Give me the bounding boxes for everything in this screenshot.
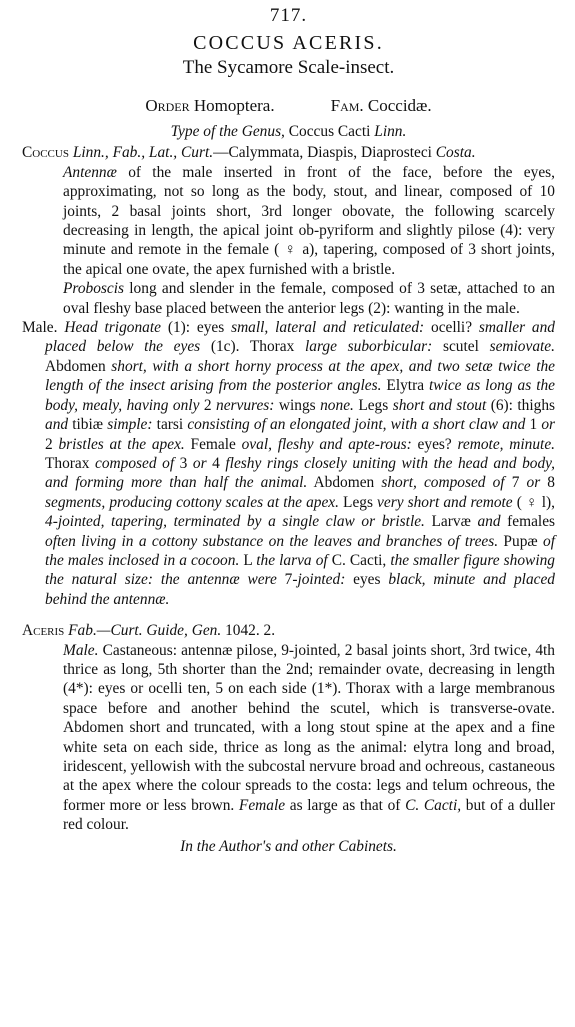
male-description-segment: Abdomen bbox=[307, 474, 382, 492]
aceris-male-lead: Male. bbox=[63, 641, 99, 659]
male-description-segment: composed of bbox=[95, 454, 175, 472]
aceris-paragraph bbox=[63, 641, 555, 835]
genus-authorities: Linn., Fab., Lat., Curt. bbox=[72, 144, 214, 162]
male-description-segment: or bbox=[192, 454, 207, 472]
male-lead: Male. bbox=[22, 319, 58, 337]
aceris-female-label: Female bbox=[238, 796, 286, 814]
family-value: Coccidæ. bbox=[367, 96, 432, 115]
male-description-segment: consisting of an elongated joint, with a short claw and bbox=[187, 416, 526, 434]
synonym-author: Costa. bbox=[435, 144, 476, 162]
aceris-heading bbox=[22, 621, 555, 640]
aceris-female-ref: C. Cacti, bbox=[405, 796, 462, 814]
aceris-description bbox=[22, 641, 555, 835]
male-description-segment: 7- bbox=[276, 571, 298, 589]
male-description-segment: eyes bbox=[345, 571, 389, 589]
male-description-segment: or bbox=[526, 474, 541, 492]
proboscis-label: Proboscis bbox=[63, 280, 124, 298]
male-description-segment: 7 bbox=[504, 474, 527, 492]
male-description-segment: (1c). Thorax bbox=[200, 338, 306, 356]
proboscis-text: long and slender in the female, composed of 3 setæ, attached to an oval fleshy base placed between the anterior legs (2): wanting in the male. bbox=[63, 280, 555, 317]
page-number: 717. bbox=[269, 5, 308, 26]
male-description-segment: short, with a short horny process at the apex, and two setæ twice the length of the insect arising from the posterior angles. bbox=[45, 357, 556, 395]
male-description-segment: ( ♀ l), bbox=[512, 493, 555, 511]
male-description-segment: eyes? bbox=[411, 435, 458, 453]
species-title: COCCUS ACERIS. bbox=[193, 32, 384, 54]
male-description-segment: oval, fleshy and apte-rous: bbox=[241, 435, 412, 453]
order-entry bbox=[145, 96, 274, 120]
male-description-segment: ocelli? bbox=[424, 319, 479, 337]
male-description-segment: tarsi bbox=[152, 416, 188, 434]
male-description-segment: 8 bbox=[540, 474, 555, 492]
male-description bbox=[22, 318, 555, 609]
male-description-segment: and bbox=[477, 513, 501, 531]
male-description-segment: 2 bbox=[45, 435, 59, 453]
male-description-segment: (1): eyes bbox=[160, 319, 232, 337]
male-description-segment: semiovate. bbox=[489, 338, 555, 356]
male-description-segment: 4 bbox=[206, 454, 226, 472]
male-description-segment: Thorax bbox=[45, 454, 96, 472]
male-description-segment: short and stout bbox=[392, 396, 487, 414]
spacer bbox=[275, 96, 331, 120]
antennae-label: Antennæ bbox=[63, 163, 117, 181]
common-name: The Sycamore Scale-insect. bbox=[182, 57, 395, 78]
male-description-segment: Legs bbox=[353, 396, 393, 414]
male-description-segment: Pupæ bbox=[498, 532, 544, 550]
proboscis-paragraph bbox=[63, 279, 555, 318]
cabinet-note bbox=[22, 837, 555, 856]
male-description-segment: scutel bbox=[432, 338, 490, 356]
male-description-segment: simple: bbox=[107, 416, 153, 434]
male-description-segment: Female bbox=[184, 435, 242, 453]
genus-name: Coccus bbox=[22, 144, 69, 162]
male-description-segment: nervures: bbox=[216, 396, 275, 414]
male-description-segment: Elytra bbox=[381, 377, 430, 395]
male-description-segment: wings bbox=[274, 396, 321, 414]
aceris-name: Aceris bbox=[22, 622, 65, 640]
order-value: Homoptera. bbox=[193, 96, 275, 115]
type-of-genus-line bbox=[22, 122, 555, 141]
male-description-segment: remote, minute. bbox=[457, 435, 556, 453]
genus-synonyms: —Calymmata, Diaspis, Diaprosteci bbox=[213, 144, 432, 162]
male-description-segment: females bbox=[500, 513, 556, 531]
male-description-segment: jointed: bbox=[297, 571, 346, 589]
type-of-genus-label: Type of the Genus, bbox=[170, 123, 285, 140]
male-description-segment: 2 bbox=[199, 396, 217, 414]
male-description-segment: twice as long as the body, mealy, having only bbox=[45, 377, 555, 414]
male-description-segment: Head trigonate bbox=[64, 319, 161, 337]
type-authority: Linn. bbox=[374, 123, 407, 140]
male-description-segment: or bbox=[541, 416, 555, 434]
family-entry bbox=[331, 96, 432, 120]
male-description-segment: of the males inclosed in a cocoon. bbox=[45, 532, 555, 569]
male-description-segment: segments, producing cottony scales at the apex. bbox=[45, 493, 339, 511]
male-description-segment: tibiæ bbox=[68, 416, 108, 434]
male-description-segment: Legs bbox=[338, 493, 378, 511]
male-description-segment: fleshy rings closely uniting with the head and body, and forming more than half the animal. bbox=[45, 454, 555, 492]
aceris-ref-number: 1042. 2. bbox=[225, 622, 276, 640]
male-description-segment: none. bbox=[320, 396, 354, 414]
taxonomy-line bbox=[22, 96, 555, 120]
male-description-segment: black, minute and placed behind the antennæ. bbox=[45, 571, 556, 608]
order-label: Order bbox=[145, 96, 190, 115]
antennae-paragraph bbox=[63, 163, 555, 279]
male-description-segment: smaller and placed below the eyes bbox=[45, 319, 555, 356]
genus-characters bbox=[22, 163, 555, 318]
male-description-segment: bristles at the apex. bbox=[58, 435, 185, 453]
aceris-body-text: Castaneous: antennæ pilose, 9-jointed, 2 basal joints short, 3rd twice, 4th thrice as long, 5th shorter than the 2nd; remainder ovate, decreasing in length (4*): eyes or ocelli ten, 5 on each side (1*). Thorax with a large membranous space before and another behind the scutel, which is transverse-ovate. Abdomen short and truncated, with a long stout spine at the apex and a fine white seta on each side, thrice as long as the animal: elytra long and broad, iridescent, yellowish with the subcostal nervure broad and ochreous, castaneous at the apex where the colour spreads to the costa: legs and telum ochreous, the former more or less brown. bbox=[63, 641, 555, 814]
genus-heading bbox=[22, 143, 555, 162]
male-description-segment: 1 bbox=[525, 416, 542, 434]
aceris-reference: Fab.—Curt. Guide, Gen. bbox=[68, 622, 222, 640]
male-description-segment: (6): thighs bbox=[486, 396, 556, 414]
cabinet-note-text: In the Author's and other Cabinets. bbox=[180, 837, 397, 855]
male-description-segment: short, composed of bbox=[381, 474, 505, 492]
male-description-segment: L bbox=[239, 551, 257, 569]
antennae-text: of the male inserted in front of the face, before the eyes, approximating, not so long as the body, stout, and linear, composed of 10 joints, 2 basal joints short, 3rd longer obovate, the following scarcely decreasing in length, the apical joint ob-pyriform and slightly pilose (4): very minute and remote in the female ( ♀ a), tapering, composed of 3 short joints, the apical one ovate, the apex furnished with a bristle. bbox=[63, 163, 555, 278]
male-description-segment: the smaller figure showing the natural size: the antennæ were bbox=[45, 551, 555, 589]
male-description-segment: small, lateral and reticulated: bbox=[231, 319, 425, 337]
aceris-female-end: but of a duller red colour. bbox=[63, 796, 555, 834]
male-description-segment: C. Cacti, bbox=[327, 551, 391, 569]
male-description-segment: 4-jointed, tapering, terminated by a single claw or bristle. bbox=[45, 513, 425, 531]
male-description-segment: Larvæ bbox=[424, 513, 478, 531]
male-description-segment: often living in a cottony substance on the leaves and branches of trees. bbox=[45, 532, 499, 550]
male-description-segment: 3 bbox=[174, 454, 193, 472]
aceris-section bbox=[22, 621, 555, 856]
family-label: Fam. bbox=[330, 96, 364, 115]
aceris-female-text: as large as that of bbox=[289, 796, 401, 814]
male-description-segment: the larva of bbox=[256, 551, 328, 569]
male-description-segment: and bbox=[45, 416, 69, 434]
male-description-segment: large suborbicular: bbox=[305, 338, 433, 356]
type-species: Coccus Cacti bbox=[288, 123, 371, 140]
male-description-segment: very short and remote bbox=[377, 493, 513, 511]
male-description-segment: Abdomen bbox=[45, 357, 112, 375]
